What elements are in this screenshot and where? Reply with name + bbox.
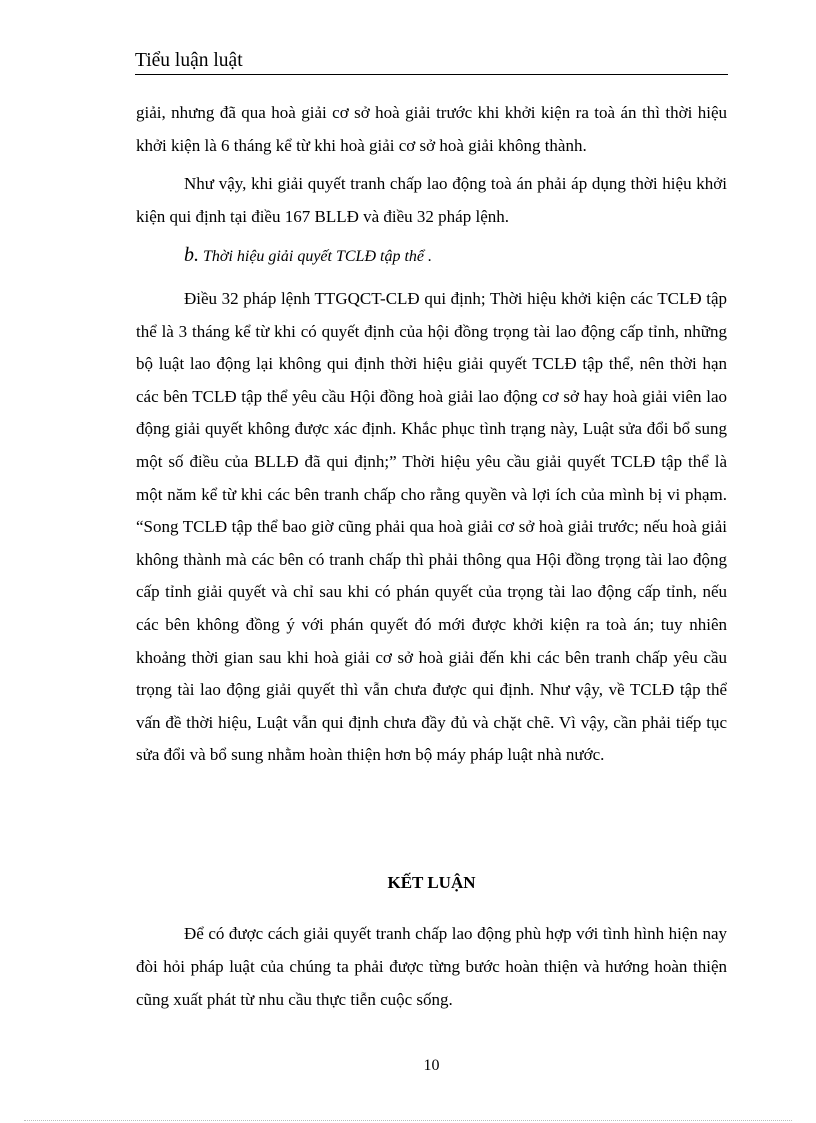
conclusion-heading: KẾT LUẬN (387, 873, 476, 892)
paragraph-statute-limitation-end: giải, nhưng đã qua hoà giải cơ sở hoà giải trước khi khởi kiện ra toà án thì thời hiệu khởi kiện là 6 tháng kể từ khi hoà giải cơ sở hoà giải không thành. (136, 103, 727, 155)
paragraph-court-application: Như vậy, khi giải quyết tranh chấp lao động toà án phải áp dụng thời hiệu khởi kiện qui định tại điều 167 BLLĐ và điều 32 pháp lệnh. (136, 174, 727, 226)
page-bottom-divider (24, 1120, 792, 1121)
page-number: 10 (423, 1057, 440, 1074)
header-title: Tiểu luận luật (135, 50, 243, 71)
page-header (135, 48, 728, 75)
paragraph-conclusion: Để có được cách giải quyết tranh chấp lao động phù hợp với tình hình hiện nay đòi hỏi pháp luật của chúng ta phải được từng bước hoàn thiện và hướng hoàn thiện cũng xuất phát từ nhu cầu thực tiễn cuộc sống. (136, 924, 727, 1009)
paragraph-article-32: Điều 32 pháp lệnh TTGQCT-CLĐ qui định; Thời hiệu khởi kiện các TCLĐ tập thể là 3 tháng kể từ khi có quyết định của hội đồng trọng tài lao động cấp tỉnh, những bộ luật lao động lại không qui định thời hiệu giải quyết TCLĐ tập thể, nên thời hạn các bên TCLĐ tập thể yêu cầu Hội đồng hoà giải lao động cơ sở hay hoà giải viên lao động giải quyết không được xác định. Khắc phục tình trạng này, Luật sửa đổi bổ sung một số điều của BLLĐ đã qui định;” Thời hiệu yêu cầu giải quyết TCLĐ tập thể là một năm kể từ khi các bên tranh chấp cho rằng quyền và lợi ích của mình bị vi phạm. “Song TCLĐ tập thể bao giờ cũng phải qua hoà giải cơ sở hoà giải trước; nếu hoà giải không thành mà các bên có tranh chấp thì phải thông qua Hội đồng trọng tài lao động cấp tỉnh giải quyết và chỉ sau khi có phán quyết của trọng tài lao động cấp tỉnh, nếu các bên không đồng ý với phán quyết đó mới được khởi kiện ra toà án; tuy nhiên khoảng thời gian sau khi hoà giải cơ sở hoà giải đến khi các bên tranh chấp yêu cầu trọng tài lao động giải quyết thì vẫn chưa được qui định. Như vậy, về TCLĐ tập thể vấn đề thời hiệu, Luật vẫn qui định chưa đầy đủ và chặt chẽ. Vì vậy, cần phải tiếp tục sửa đổi và bổ sung nhằm hoàn thiện hơn bộ máy pháp luật nhà nước. (136, 289, 727, 765)
subheading-letter: b. (184, 244, 199, 266)
subheading-collective-dispute (184, 240, 432, 272)
subheading-text: Thời hiệu giải quyết TCLĐ tập thể . (199, 248, 432, 265)
